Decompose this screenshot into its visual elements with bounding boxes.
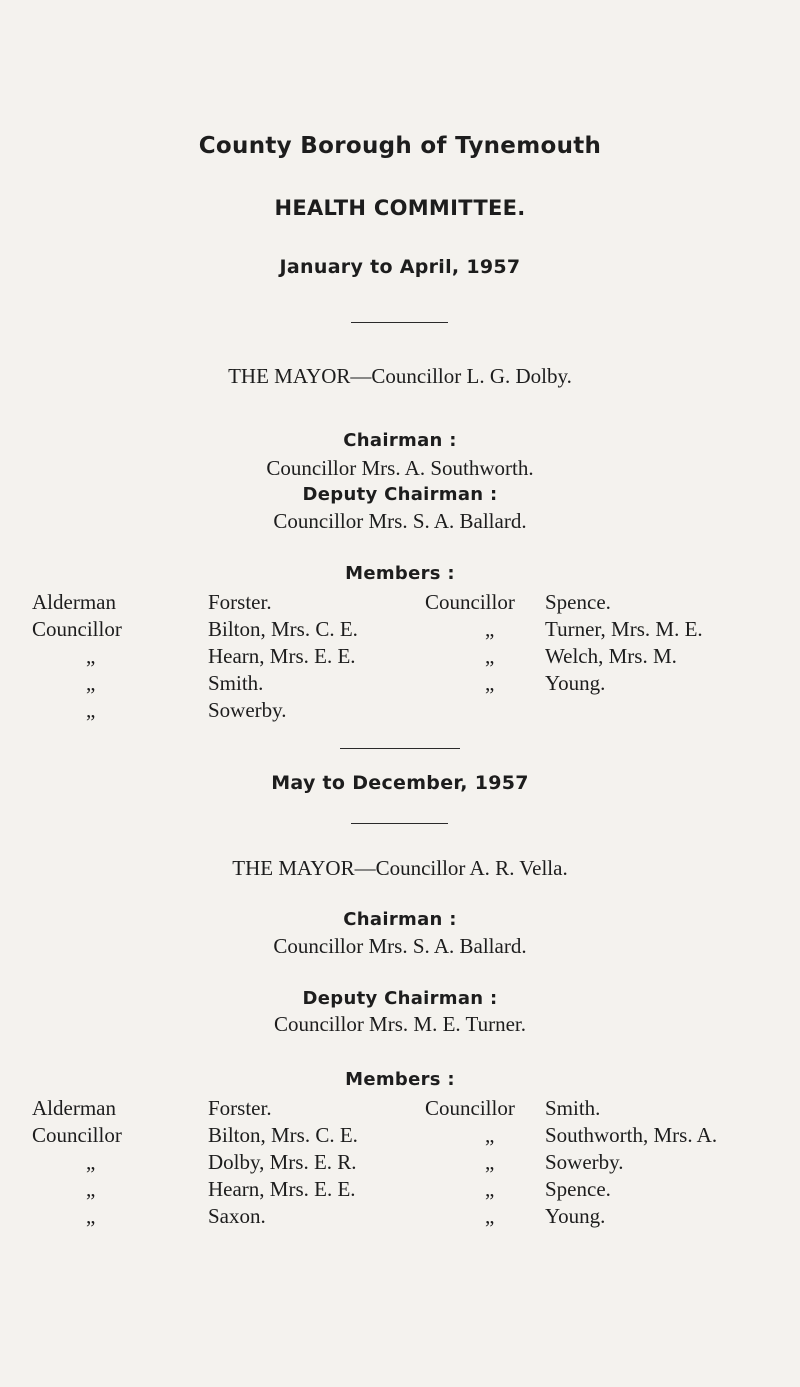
member-name: Spence. [545, 590, 611, 614]
period1-members-label: Members : [345, 563, 455, 584]
member-title: „ [86, 1150, 96, 1174]
member-name: Sowerby. [545, 1150, 624, 1174]
period2-chairman: Councillor Mrs. S. A. Ballard. [273, 934, 527, 958]
divider [340, 748, 460, 749]
period2-deputy-label: Deputy Chairman : [302, 988, 498, 1009]
member-title: „ [86, 1204, 96, 1228]
divider [351, 322, 448, 323]
period1-deputy-label: Deputy Chairman : [302, 484, 498, 505]
period2-title: May to December, 1957 [271, 772, 529, 794]
member-name: Smith. [545, 1096, 601, 1120]
member-name: Hearn, Mrs. E. E. [208, 1177, 356, 1201]
period2-deputy: Councillor Mrs. M. E. Turner. [273, 1012, 527, 1036]
member-name: Forster. [208, 590, 272, 614]
period2-members-label: Members : [345, 1069, 455, 1090]
divider [351, 823, 448, 824]
member-title: „ [86, 1177, 96, 1201]
member-name: Smith. [208, 671, 264, 695]
member-title: „ [86, 644, 96, 668]
period1-title: January to April, 1957 [279, 256, 521, 278]
member-title: Councillor [32, 617, 122, 641]
member-name: Turner, Mrs. M. E. [545, 617, 703, 641]
period2-chairman-label: Chairman : [343, 909, 457, 930]
member-name: Spence. [545, 1177, 611, 1201]
member-title: Alderman [32, 590, 116, 614]
member-title: Alderman [32, 1096, 116, 1120]
borough-title: County Borough of Tynemouth [198, 133, 602, 159]
member-name: Saxon. [208, 1204, 266, 1228]
member-title: „ [485, 671, 495, 695]
member-name: Forster. [208, 1096, 272, 1120]
member-name: Young. [545, 1204, 606, 1228]
member-title: Councillor [425, 590, 515, 614]
period2-mayor: THE MAYOR—Councillor A. R. Vella. [232, 856, 568, 880]
member-title: „ [485, 617, 495, 641]
member-name: Hearn, Mrs. E. E. [208, 644, 356, 668]
period1-mayor: THE MAYOR—Councillor L. G. Dolby. [228, 364, 572, 388]
member-name: Welch, Mrs. M. [545, 644, 677, 668]
committee-title: HEALTH COMMITTEE. [274, 196, 526, 220]
member-name: Southworth, Mrs. A. [545, 1123, 718, 1147]
member-title: Councillor [32, 1123, 122, 1147]
member-title: „ [485, 1177, 495, 1201]
member-name: Sowerby. [208, 698, 287, 722]
member-title: „ [485, 1204, 495, 1228]
member-title: „ [485, 644, 495, 668]
period1-chairman: Councillor Mrs. A. Southworth. [266, 456, 534, 480]
period1-chairman-label: Chairman : [343, 430, 457, 451]
member-title: „ [86, 671, 96, 695]
member-name: Young. [545, 671, 606, 695]
member-title: „ [485, 1123, 495, 1147]
period1-deputy: Councillor Mrs. S. A. Ballard. [273, 509, 527, 533]
member-title: Councillor [425, 1096, 515, 1120]
member-name: Bilton, Mrs. C. E. [208, 1123, 358, 1147]
member-name: Bilton, Mrs. C. E. [208, 617, 358, 641]
member-name: Dolby, Mrs. E. R. [208, 1150, 357, 1174]
member-title: „ [485, 1150, 495, 1174]
member-title: „ [86, 698, 96, 722]
